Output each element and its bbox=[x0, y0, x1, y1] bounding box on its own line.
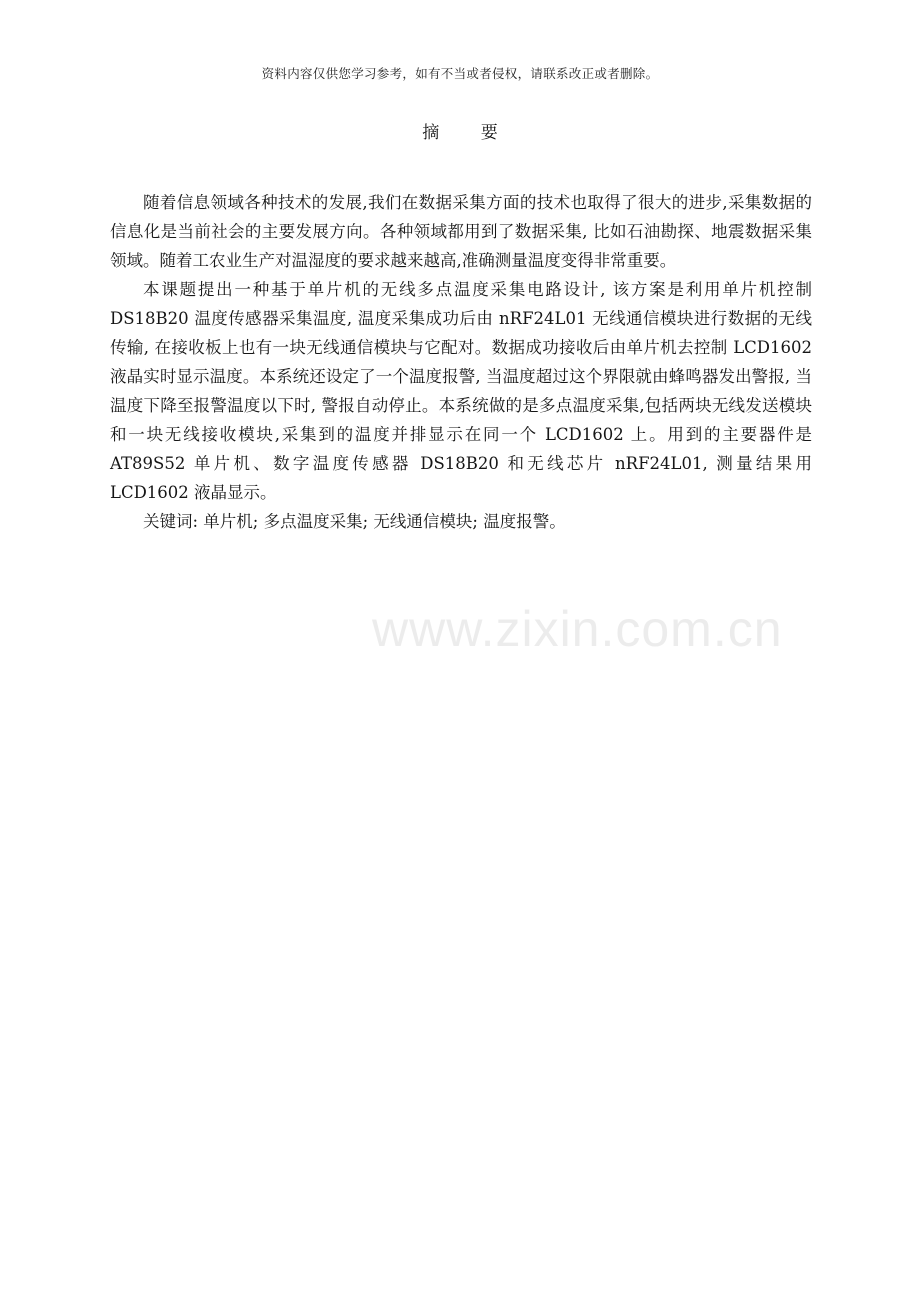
watermark: www.zixin.com.cn bbox=[372, 601, 783, 657]
abstract-paragraph-1: 随着信息领域各种技术的发展,我们在数据采集方面的技术也取得了很大的进步,采集数据的信息化是当前社会的主要发展方向。各种领域都用到了数据采集, 比如石油勘探、地震数据采集领域。随着工农业生产对温湿度的要求越来越高,准确测量温度变得非常重要。 bbox=[110, 193, 812, 270]
disclaimer-note: 资料内容仅供您学习参考，如有不当或者侵权，请联系改正或者删除。 bbox=[261, 66, 659, 81]
abstract-title: 摘 要 bbox=[422, 123, 516, 143]
keywords-line: 关键词: 单片机; 多点温度采集; 无线通信模块; 温度报警。 bbox=[143, 512, 566, 531]
abstract-paragraph-2: 本课题提出一种基于单片机的无线多点温度采集电路设计, 该方案是利用单片机控制 DS18B20 温度传感器采集温度, 温度采集成功后由 nRF24L01 无线通信模块进行数据的无线传输, 在接收板上也有一块无线通信模块与它配对。数据成功接收后由单片机去控制 LCD1602 液晶实时显示温度。本系统还设定了一个温度报警, 当温度超过这个界限就由蜂鸣器发出警报, 当温度下降至报警温度以下时, 警报自动停止。本系统做的是多点温度采集,包括两块无线发送模块和一块无线接收模块,采集到的温度并排显示在同一个 LCD1602 上。用到的主要器件是 AT89S52 单片机、数字温度传感器 DS18B20 和无线芯片 nRF24L01, 测量结果用 LCD1602 液晶显示。 bbox=[110, 280, 812, 502]
abstract-body bbox=[110, 188, 812, 536]
